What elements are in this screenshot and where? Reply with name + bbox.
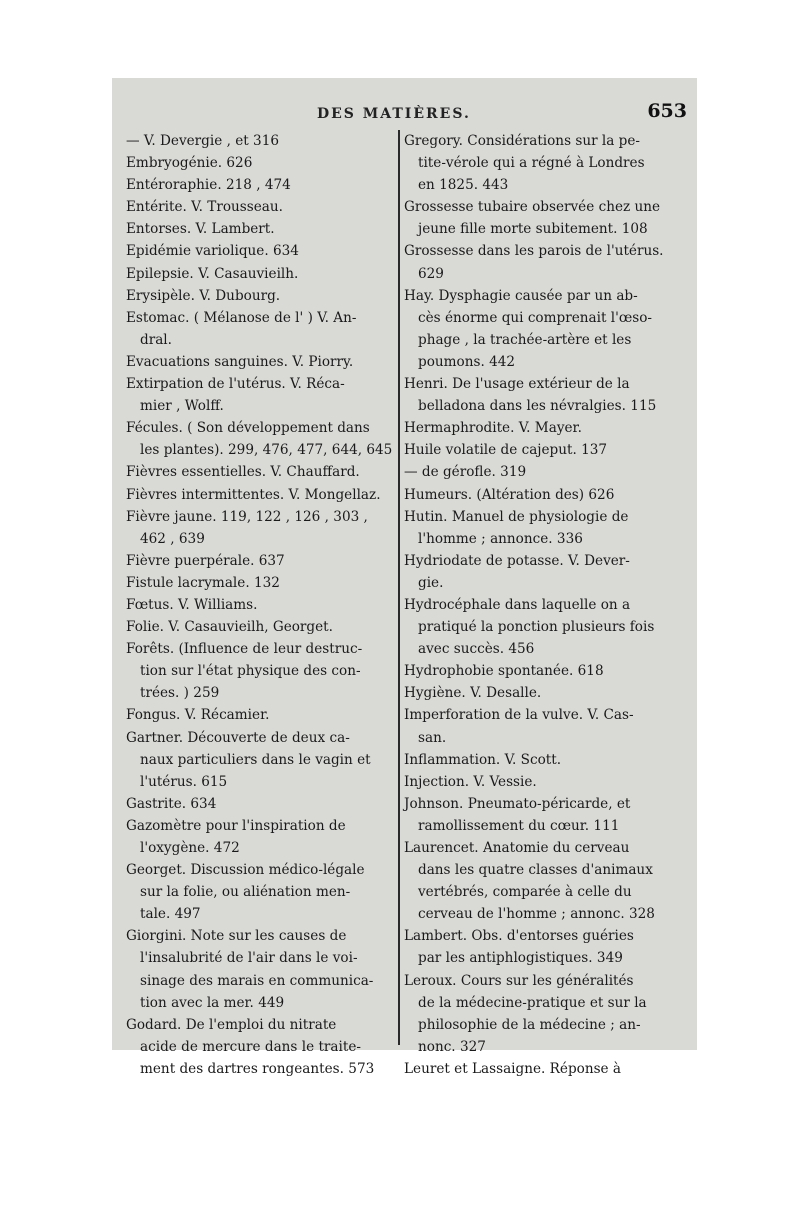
index-entry-line: Huile volatile de cajeput. 137 — [404, 442, 608, 459]
index-entry-line: san. — [418, 729, 447, 746]
index-entry-line: l'oxygène. 472 — [140, 840, 240, 856]
index-entry-line: sur la folie, ou aliénation men- — [140, 884, 351, 901]
index-entry-line: vertébrés, comparée à celle du — [418, 884, 632, 901]
index-entry-line: poumons. 442 — [418, 353, 516, 370]
index-entry-line: Georget. Discussion médico-légale — [126, 862, 365, 879]
index-entry-line: avec succès. 456 — [418, 641, 535, 658]
index-entry-line: Fistule lacrymale. 132 — [126, 574, 280, 591]
index-entry-line: philosophie de la médecine ; an- — [418, 1016, 641, 1033]
index-entry-line: Laurencet. Anatomie du cerveau — [404, 840, 630, 856]
index-entry-line: Imperforation de la vulve. V. Cas- — [404, 707, 634, 724]
index-entry-line: Epidémie variolique. 634 — [126, 243, 299, 260]
index-entry-line: naux particuliers dans le vagin et — [140, 751, 371, 768]
index-entry-line: Injection. V. Vessie. — [404, 773, 537, 790]
index-entry-line: Fécules. ( Son développement dans — [126, 420, 370, 437]
book-page — [112, 78, 697, 1077]
index-entry-line: Gazomètre pour l'inspiration de — [126, 817, 346, 834]
index-entry-line: trées. ) 259 — [140, 685, 220, 702]
index-entry-line: 462 , 639 — [140, 530, 205, 547]
index-entry-line: Henri. De l'usage extérieur de la — [404, 376, 630, 393]
index-entry-line: Leroux. Cours sur les généralités — [404, 972, 634, 989]
index-entry-line: Folie. V. Casauvieilh, Georget. — [126, 619, 333, 636]
index-entry-line: Giorgini. Note sur les causes de — [126, 928, 347, 945]
index-entry-line: Grossesse tubaire observée chez une — [404, 199, 661, 216]
index-entry-line: l'utérus. 615 — [140, 773, 228, 790]
index-entry-line: tite-vérole qui a régné à Londres — [418, 155, 645, 172]
index-entry-line: Extirpation de l'utérus. V. Réca- — [126, 376, 345, 393]
index-entry-line: belladona dans les névralgies. 115 — [418, 398, 657, 415]
index-entry-line: Fièvres intermittentes. V. Mongellaz. — [126, 486, 381, 503]
index-entry-line: de la médecine-pratique et sur la — [418, 994, 647, 1011]
index-entry-line: acide de mercure dans le traite- — [140, 1038, 361, 1055]
index-entry-line: jeune fille morte subitement. 108 — [418, 221, 648, 238]
index-entry-line: Hygiène. V. Desalle. — [404, 685, 542, 702]
index-entry-line: Godard. De l'emploi du nitrate — [126, 1016, 337, 1033]
index-entry-line: Fièvre jaune. 119, 122 , 126 , 303 , — [126, 508, 368, 525]
index-column-left — [126, 130, 398, 1080]
index-entry-line: Fongus. V. Récamier. — [126, 707, 270, 724]
index-entry-line: Entorses. V. Lambert. — [126, 221, 275, 238]
index-entry-line: par les antiphlogistiques. 349 — [418, 950, 623, 967]
index-entry-line: Estomac. ( Mélanose de l' ) V. An- — [126, 309, 357, 326]
index-entry-line: Hermaphrodite. V. Mayer. — [404, 420, 582, 437]
index-entry-line: les plantes). 299, 476, 477, 644, 645 — [140, 442, 393, 459]
index-entry-line: cès énorme qui comprenait l'œso- — [418, 309, 653, 326]
index-entry-line: Humeurs. (Altération des) 626 — [404, 486, 615, 503]
index-entry-line: sinage des marais en communica- — [140, 972, 374, 989]
index-entry-line: Hydrophobie spontanée. 618 — [404, 663, 604, 680]
index-entry-line: — de gérofle. 319 — [404, 464, 527, 481]
index-entry-line: l'homme ; annonce. 336 — [418, 530, 583, 547]
index-entry-line: mier , Wolff. — [140, 398, 224, 415]
index-entry-line: l'insalubrité de l'air dans le voi- — [140, 950, 358, 967]
index-entry-line: Fièvre puerpérale. 637 — [126, 552, 285, 569]
index-entry-line: — V. Devergie , et 316 — [126, 133, 279, 149]
index-entry-line: Epilepsie. V. Casauvieilh. — [126, 265, 299, 282]
index-entry-line: Gregory. Considérations sur la pe- — [404, 133, 641, 149]
index-entry-line: dral. — [140, 331, 172, 348]
index-entry-line: Erysipèle. V. Dubourg. — [126, 287, 281, 304]
index-entry-line: Hay. Dysphagie causée par un ab- — [404, 287, 638, 304]
index-entry-line: phage , la trachée-artère et les — [418, 331, 632, 348]
index-entry-line: Forêts. (Influence de leur destruc- — [126, 641, 363, 658]
index-entry-line: Embryogénie. 626 — [126, 155, 253, 172]
index-entry-line: ramollissement du cœur. 111 — [418, 817, 620, 834]
index-entry-line: Inflammation. V. Scott. — [404, 751, 562, 768]
index-entry-line: Hydriodate de potasse. V. Dever- — [404, 552, 630, 569]
page-header — [112, 100, 697, 130]
index-entry-line: nonc. 327 — [418, 1038, 486, 1055]
index-entry-line: Lambert. Obs. d'entorses guéries — [404, 928, 634, 945]
index-entry-line: dans les quatre classes d'animaux — [418, 862, 653, 879]
column-divider — [398, 130, 400, 1045]
index-entry-line: Fièvres essentielles. V. Chauffard. — [126, 464, 360, 481]
index-entry-line: pratiqué la ponction plusieurs fois — [418, 619, 655, 636]
running-head: DES MATIÈRES. — [317, 106, 471, 122]
index-entry-line: Hutin. Manuel de physiologie de — [404, 508, 629, 525]
index-entry-line: Gastrite. 634 — [126, 795, 217, 812]
index-entry-line: Entéroraphie. 218 , 474 — [126, 177, 291, 194]
index-column-right — [404, 130, 688, 1080]
index-entry-line: Entérite. V. Trousseau. — [126, 199, 283, 216]
index-entry-line: tion sur l'état physique des con- — [140, 663, 361, 680]
index-entry-line: ment des dartres rongeantes. 573 — [140, 1060, 375, 1077]
page-number: 653 — [647, 100, 687, 122]
index-entry-line: Hydrocéphale dans laquelle on a — [404, 596, 631, 613]
index-entry-line: gie. — [418, 574, 444, 591]
index-entry-line: tale. 497 — [140, 906, 201, 923]
index-entry-line: Fœtus. V. Williams. — [126, 596, 258, 613]
index-entry-line: Evacuations sanguines. V. Piorry. — [126, 353, 354, 370]
index-entry-line: Johnson. Pneumato-péricarde, et — [404, 795, 631, 812]
index-entry-line: Gartner. Découverte de deux ca- — [126, 729, 350, 746]
index-entry-line: en 1825. 443 — [418, 177, 509, 194]
index-entry-line: Grossesse dans les parois de l'utérus. — [404, 243, 664, 260]
index-entry-line: cerveau de l'homme ; annonc. 328 — [418, 906, 655, 923]
index-entry-line: tion avec la mer. 449 — [140, 994, 285, 1011]
index-entry-line: 629 — [418, 265, 444, 282]
index-entry-line: Leuret et Lassaigne. Réponse à — [404, 1060, 622, 1077]
